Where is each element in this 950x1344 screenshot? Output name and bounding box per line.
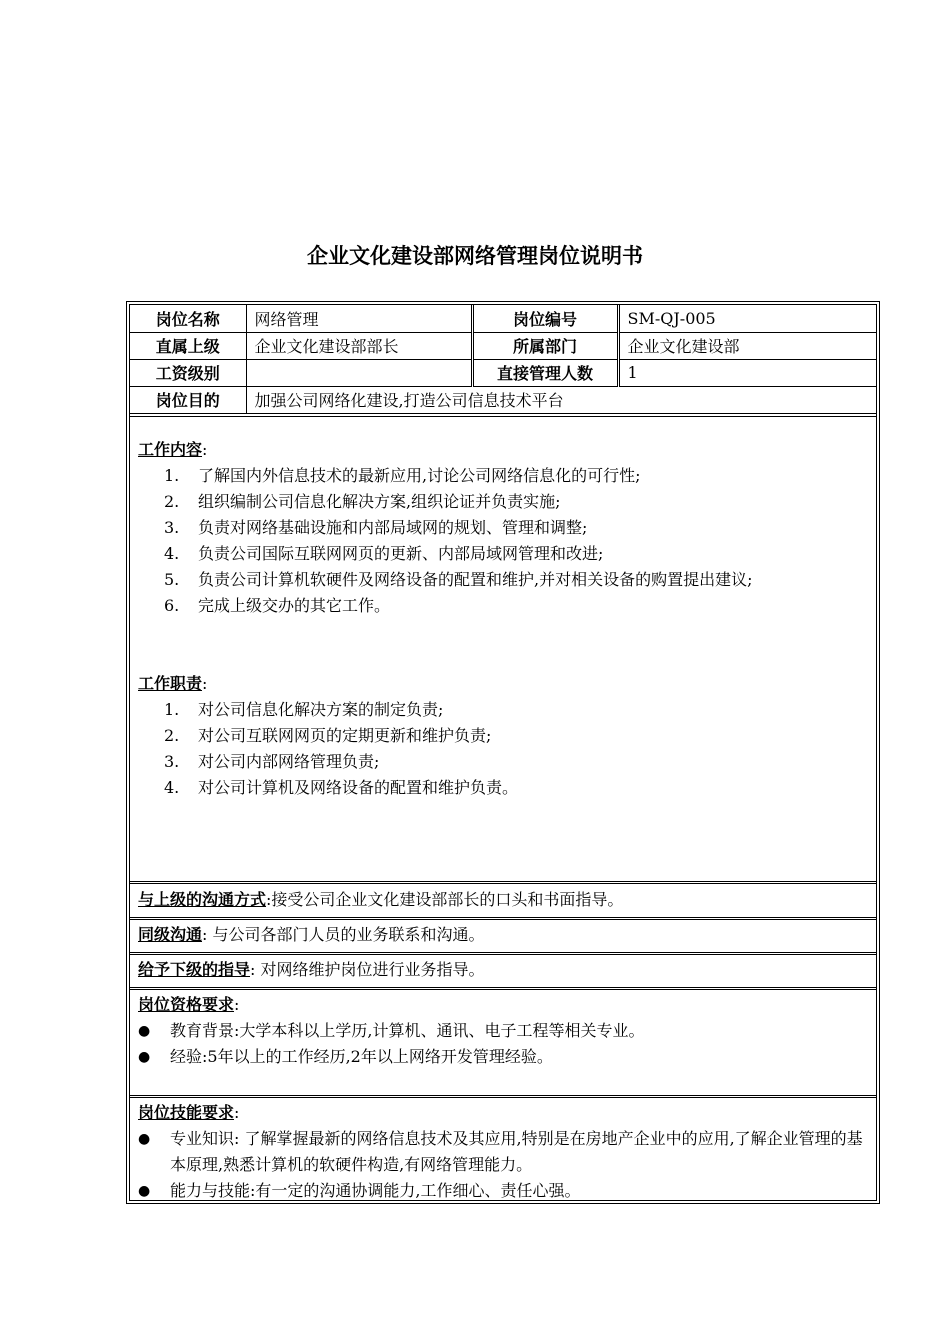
colon: : — [202, 440, 208, 459]
qualifications-heading-line — [138, 992, 239, 1018]
list-item — [130, 697, 876, 723]
list-item — [130, 723, 876, 749]
item-number: 2. — [164, 492, 180, 511]
item-text: 专业知识: 了解掌握最新的网络信息技术及其应用,特别是在房地产企业中的应用,了解企业管理的基本原理,熟悉计算机的软硬件构造,有网络管理能力。 — [170, 1129, 863, 1174]
duties-heading: 工作职责 — [138, 674, 203, 693]
comm-superior-text: 接受公司企业文化建设部部长的口头和书面指导。 — [271, 890, 624, 909]
colon: : — [266, 890, 272, 909]
skills-heading-line — [138, 1100, 239, 1126]
guide-sub-line — [138, 957, 485, 983]
guide-sub-heading: 给予下级的指导 — [138, 960, 251, 979]
comm-superior-heading: 与上级的沟通方式 — [138, 890, 267, 909]
section-comm-superior — [130, 881, 876, 917]
list-item — [130, 463, 876, 489]
label-direct-superior: 直属上级 — [130, 332, 246, 359]
header-row — [130, 332, 876, 359]
skills-heading: 岗位技能要求 — [138, 1103, 235, 1122]
list-item — [130, 749, 876, 775]
comm-peer-line — [138, 922, 485, 948]
skills-list — [130, 1126, 870, 1204]
bullet-icon: ● — [138, 1049, 151, 1065]
label-department: 所属部门 — [472, 332, 618, 359]
value-department: 企业文化建设部 — [618, 332, 876, 359]
item-text: 了解国内外信息技术的最新应用,讨论公司网络信息化的可行性; — [198, 466, 641, 485]
list-item — [130, 567, 876, 593]
qualifications-heading: 岗位资格要求 — [138, 995, 235, 1014]
job-description-form — [126, 301, 880, 1204]
label-salary-grade: 工资级别 — [130, 359, 246, 386]
value-position-code: SM-QJ-005 — [618, 305, 876, 332]
label-direct-reports: 直接管理人数 — [472, 359, 618, 386]
section-qualifications — [130, 987, 876, 1095]
item-text: 对公司信息化解决方案的制定负责; — [198, 700, 444, 719]
work-content-heading-line — [138, 437, 207, 463]
section-guide-sub — [130, 952, 876, 988]
item-text: 对公司内部网络管理负责; — [198, 752, 380, 771]
value-direct-reports: 1 — [618, 359, 876, 386]
header-row — [130, 359, 876, 386]
label-position-code: 岗位编号 — [472, 305, 618, 332]
bullet-icon: ● — [138, 1023, 151, 1039]
header-row — [130, 305, 876, 332]
duties-heading-line — [138, 671, 207, 697]
item-text: 负责公司计算机软硬件及网络设备的配置和维护,并对相关设备的购置提出建议; — [198, 570, 753, 589]
qualifications-list — [130, 1018, 876, 1070]
value-direct-superior: 企业文化建设部部长 — [246, 332, 472, 359]
item-number: 1. — [164, 700, 180, 719]
value-position-purpose: 加强公司网络化建设,打造公司信息技术平台 — [246, 386, 876, 413]
item-text: 能力与技能:有一定的沟通协调能力,工作细心、责任心强。 — [170, 1181, 581, 1200]
item-text: 对公司计算机及网络设备的配置和维护负责。 — [198, 778, 519, 797]
list-item — [130, 1044, 876, 1070]
comm-superior-line — [138, 887, 623, 913]
list-item — [130, 593, 876, 619]
header-row — [130, 386, 876, 413]
item-number: 5. — [164, 570, 180, 589]
item-number: 2. — [164, 726, 180, 745]
duties-list — [130, 697, 876, 801]
item-number: 4. — [164, 544, 180, 563]
list-item — [130, 1018, 876, 1044]
colon: : — [250, 960, 256, 979]
list-item — [130, 541, 876, 567]
list-item — [130, 1126, 870, 1178]
label-position-name: 岗位名称 — [130, 305, 246, 332]
item-number: 6. — [164, 596, 180, 615]
item-text: 负责对网络基础设施和内部局域网的规划、管理和调整; — [198, 518, 588, 537]
bullet-icon: ● — [138, 1131, 151, 1147]
list-item — [130, 515, 876, 541]
colon: : — [202, 674, 208, 693]
item-text: 组织编制公司信息化解决方案,组织论证并负责实施; — [198, 492, 561, 511]
list-item — [130, 489, 876, 515]
guide-sub-text: 对网络维护岗位进行业务指导。 — [255, 960, 485, 979]
item-text: 经验:5年以上的工作经历,2年以上网络开发管理经验。 — [170, 1047, 553, 1066]
value-position-name: 网络管理 — [246, 305, 472, 332]
colon: : — [234, 1103, 240, 1122]
comm-peer-heading: 同级沟通 — [138, 925, 203, 944]
item-number: 4. — [164, 778, 180, 797]
item-number: 1. — [164, 466, 180, 485]
section-content-duties — [130, 416, 876, 882]
list-item — [130, 1178, 870, 1204]
section-skills — [130, 1095, 876, 1200]
list-item — [130, 775, 876, 801]
section-comm-peer — [130, 917, 876, 953]
form-inner-border — [129, 304, 877, 1201]
item-text: 教育背景:大学本科以上学历,计算机、通讯、电子工程等相关专业。 — [170, 1021, 645, 1040]
value-salary-grade — [246, 359, 472, 386]
item-text: 完成上级交办的其它工作。 — [198, 596, 391, 615]
work-content-list — [130, 463, 876, 619]
page-title: 企业文化建设部网络管理岗位说明书 — [307, 244, 643, 268]
bullet-icon: ● — [138, 1183, 151, 1199]
item-text: 负责公司国际互联网网页的更新、内部局域网管理和改进; — [198, 544, 604, 563]
comm-peer-text: 与公司各部门人员的业务联系和沟通。 — [207, 925, 485, 944]
header-table — [130, 305, 876, 414]
item-text: 对公司互联网网页的定期更新和维护负责; — [198, 726, 492, 745]
item-number: 3. — [164, 752, 180, 771]
colon: : — [234, 995, 240, 1014]
item-number: 3. — [164, 518, 180, 537]
colon: : — [202, 925, 208, 944]
label-position-purpose: 岗位目的 — [130, 386, 246, 413]
work-content-heading: 工作内容 — [138, 440, 203, 459]
